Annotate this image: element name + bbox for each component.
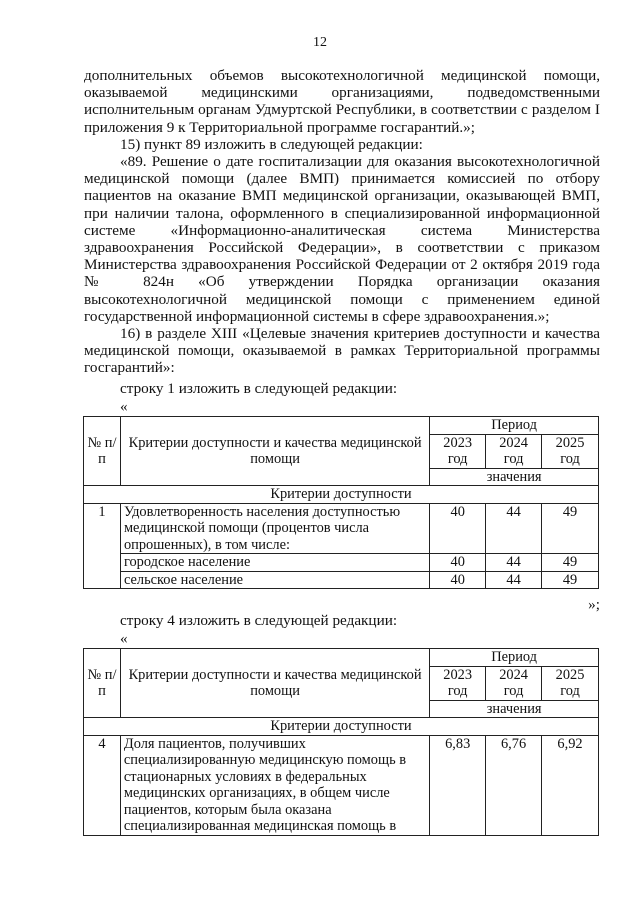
row4-intro: строку 4 изложить в следующей редакции: bbox=[120, 612, 398, 629]
criteria-table-2 bbox=[83, 648, 599, 836]
value-2025: 49 bbox=[542, 503, 599, 554]
value-2025: 49 bbox=[542, 554, 599, 572]
table-row bbox=[84, 554, 599, 572]
open-quote-1: « bbox=[120, 398, 128, 415]
open-quote-2: « bbox=[120, 630, 128, 647]
header-criteria: Критерии доступности и качества медицинской помощи bbox=[120, 417, 429, 486]
subrow-label: городское население bbox=[120, 554, 429, 572]
table-row bbox=[84, 735, 599, 835]
table-row bbox=[84, 503, 599, 554]
header-period: Период bbox=[430, 417, 599, 435]
value-2023: 40 bbox=[430, 503, 486, 554]
header-year-2025: 2025 год bbox=[542, 434, 599, 468]
header-year-2025: 2025 год bbox=[542, 666, 599, 700]
value-2023: 40 bbox=[430, 571, 486, 589]
section-label: Критерии доступности bbox=[84, 718, 599, 736]
value-2024: 6,76 bbox=[486, 735, 542, 835]
row1-intro: строку 1 изложить в следующей редакции: bbox=[120, 380, 398, 397]
page-number: 12 bbox=[313, 35, 327, 50]
criterion-text: Доля пациентов, получивших специализированную медицинскую помощь в стационарных условиях в федеральных медицинских организациях, в общем числе пациентов, которым была оказана специализированная медицинская помощь в bbox=[120, 735, 429, 835]
header-year-2024: 2024 год bbox=[486, 666, 542, 700]
value-2023: 40 bbox=[430, 554, 486, 572]
header-criteria: Критерии доступности и качества медицинской помощи bbox=[120, 649, 429, 718]
value-2025: 6,92 bbox=[542, 735, 599, 835]
value-2023: 6,83 bbox=[430, 735, 486, 835]
criteria-table-1 bbox=[83, 416, 599, 589]
value-2024: 44 bbox=[486, 571, 542, 589]
header-num: № п/п bbox=[84, 417, 121, 486]
section-label: Критерии доступности bbox=[84, 486, 599, 504]
value-2025: 49 bbox=[542, 571, 599, 589]
header-year-2024: 2024 год bbox=[486, 434, 542, 468]
paragraph-point-89: «89. Решение о дате госпитализации для оказания высокотехнологичной медицинской помощи (далее ВМП) принимается комиссией по отбору пациентов на оказание ВМП медицинской организации, оказывающей ВМП, при наличии талона, оформленного в специализированной информационной системе «Информационно-аналитическая система Министерства здравоохранения Российской Федерации», в соответствии с приказом Министерства здравоохранения Российской Федерации от 2 октября 2019 года № 824н «Об утверждении Порядка организации оказания высокотехнологичной медицинской помощи с применением единой государственной информационной системы в сфере здравоохранения.»; bbox=[84, 153, 600, 325]
header-period: Период bbox=[430, 649, 599, 667]
table-row bbox=[84, 571, 599, 589]
paragraph-item-16: 16) в разделе XIII «Целевые значения критериев доступности и качества медицинской помощи, оказываемой в рамках Территориальной программы госгарантий»: bbox=[84, 325, 600, 377]
criterion-text: Удовлетворенность населения доступностью медицинской помощи (процентов числа опрошенных), в том числе: bbox=[120, 503, 429, 554]
paragraph-continuation: дополнительных объемов высокотехнологичной медицинской помощи, оказываемой медицинскими организациями, подведомственными исполнительным органам Удмуртской Республики, в соответствии с разделом I приложения 9 к Территориальной программе госгарантий.»; bbox=[84, 67, 600, 136]
row-number: 1 bbox=[84, 503, 121, 589]
row-number: 4 bbox=[84, 735, 121, 835]
value-2024: 44 bbox=[486, 554, 542, 572]
header-values: значения bbox=[430, 700, 599, 718]
value-2024: 44 bbox=[486, 503, 542, 554]
close-mark: »; bbox=[588, 596, 600, 613]
paragraph-item-15: 15) пункт 89 изложить в следующей редакции: bbox=[120, 135, 423, 153]
subrow-label: сельское население bbox=[120, 571, 429, 589]
header-year-2023: 2023 год bbox=[430, 666, 486, 700]
header-values: значения bbox=[430, 468, 599, 486]
header-num: № п/п bbox=[84, 649, 121, 718]
header-year-2023: 2023 год bbox=[430, 434, 486, 468]
document-body bbox=[84, 67, 600, 377]
